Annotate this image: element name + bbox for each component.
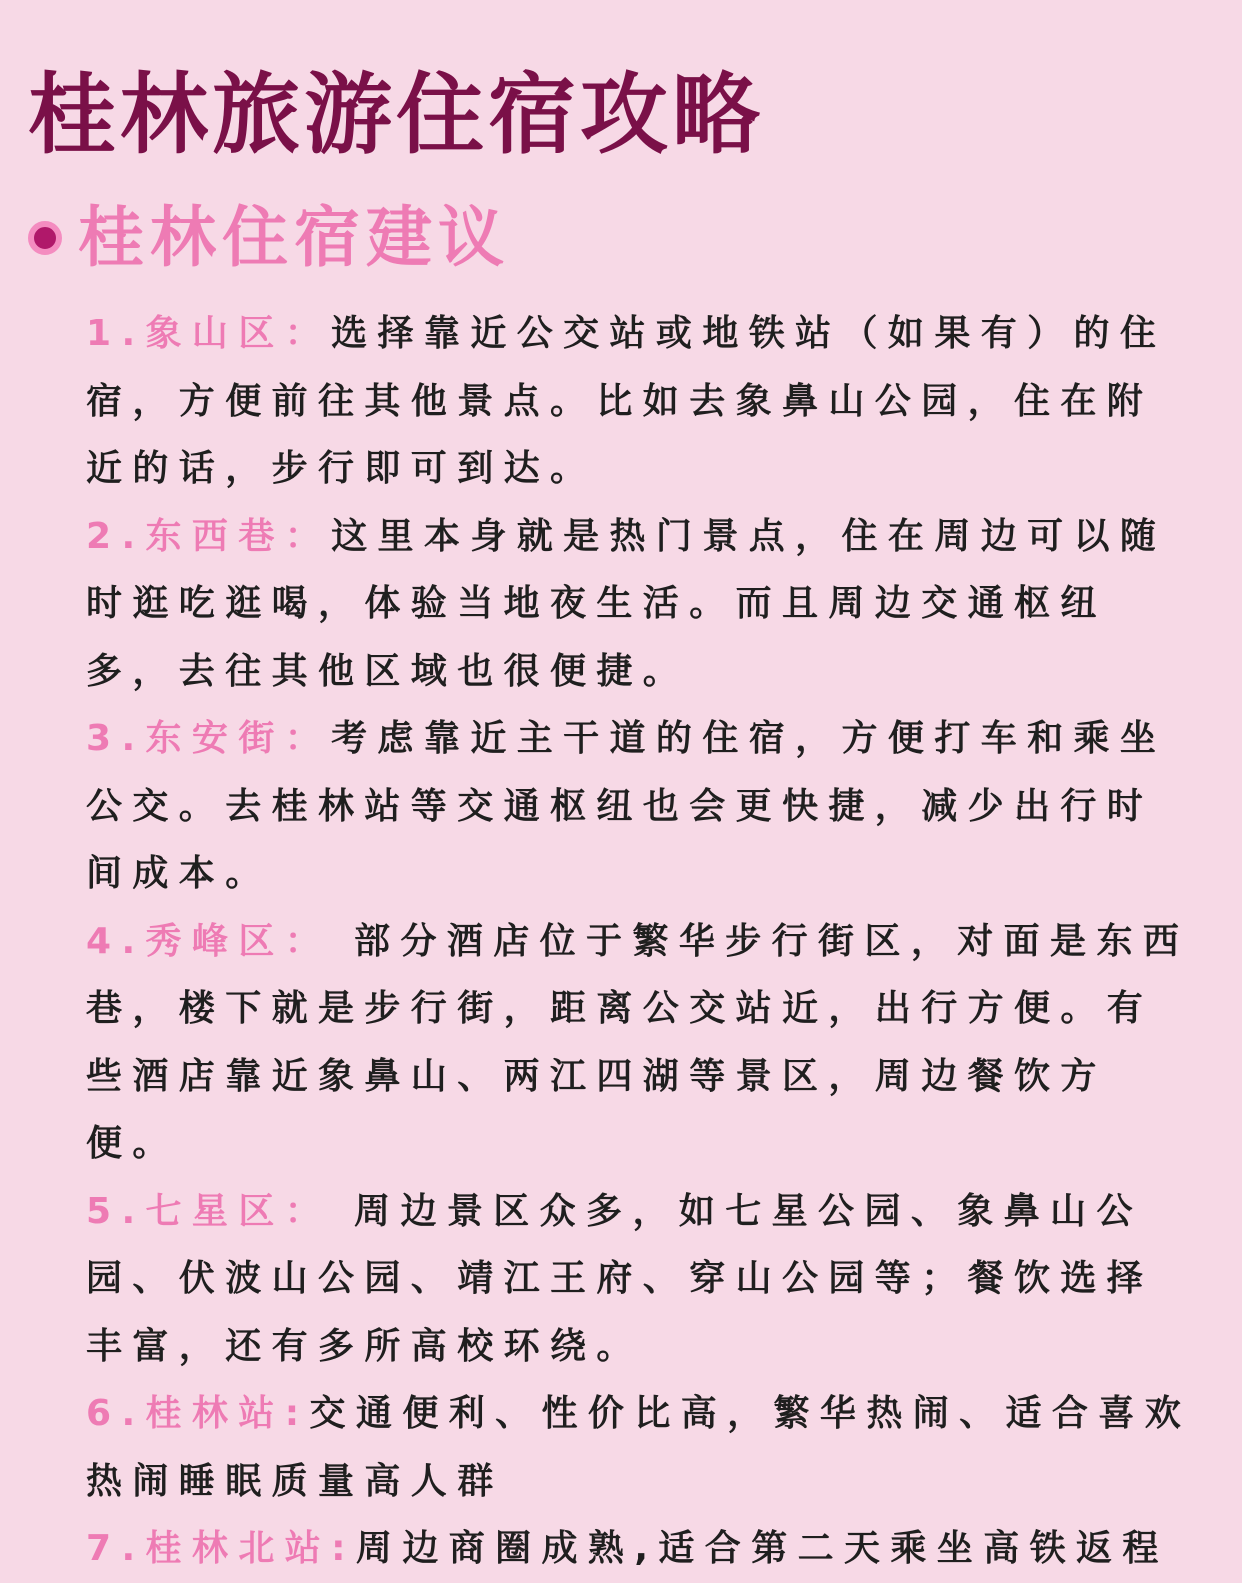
list-item — [86, 300, 1196, 503]
item-label: 7.桂林北站: — [86, 1528, 356, 1569]
item-label: 1.象山区： — [86, 313, 332, 354]
list-item — [86, 1515, 1196, 1583]
page-title: 桂林旅游住宿攻略 — [28, 63, 765, 166]
list-item — [86, 503, 1196, 706]
section-heading-text: 桂林住宿建议 — [78, 199, 510, 276]
item-text: 周边景区众多，如七星公园、象鼻山公园、伏波山公园、靖江王府、穿山公园等；餐饮选择丰富，还有多所高校环绕。 — [86, 1190, 1154, 1367]
item-label: 2.东西巷： — [86, 515, 332, 557]
item-text: 周边商圈成熟,适合第二天乘坐高铁返程 — [355, 1528, 1169, 1569]
item-text: 部分酒店位于繁华步行街区，对面是东西巷，楼下就是步行街，距离公交站近，出行方便。有些酒店靠近象鼻山、两江四湖等景区，周边餐饮方便。 — [86, 920, 1190, 1164]
tips-list — [86, 300, 1196, 1583]
list-item — [86, 908, 1196, 1178]
item-text: 考虑靠近主干道的住宿，方便打车和乘坐公交。去桂林站等交通枢纽也会更快捷，减少出行时间成本。 — [86, 718, 1167, 894]
bullet-dot-icon — [28, 221, 62, 255]
item-text: 交通便利、性价比高，繁华热闹、适合喜欢热闹睡眠质量高人群 — [86, 1393, 1192, 1502]
list-item — [86, 1380, 1196, 1515]
item-label: 5.七星区： — [86, 1190, 332, 1232]
list-item — [86, 1178, 1196, 1381]
item-label: 4.秀峰区： — [86, 920, 332, 962]
section-heading — [28, 198, 510, 278]
item-label: 6.桂林站: — [86, 1393, 310, 1434]
item-text: 这里本身就是热门景点，住在周边可以随时逛吃逛喝，体验当地夜生活。而且周边交通枢纽多，去往其他区域也很便捷。 — [86, 515, 1167, 692]
item-label: 3.东安街： — [86, 718, 332, 759]
item-text: 选择靠近公交站或地铁站（如果有）的住宿，方便前往其他景点。比如去象鼻山公园，住在附近的话，步行即可到达。 — [86, 313, 1167, 489]
list-item — [86, 705, 1196, 908]
